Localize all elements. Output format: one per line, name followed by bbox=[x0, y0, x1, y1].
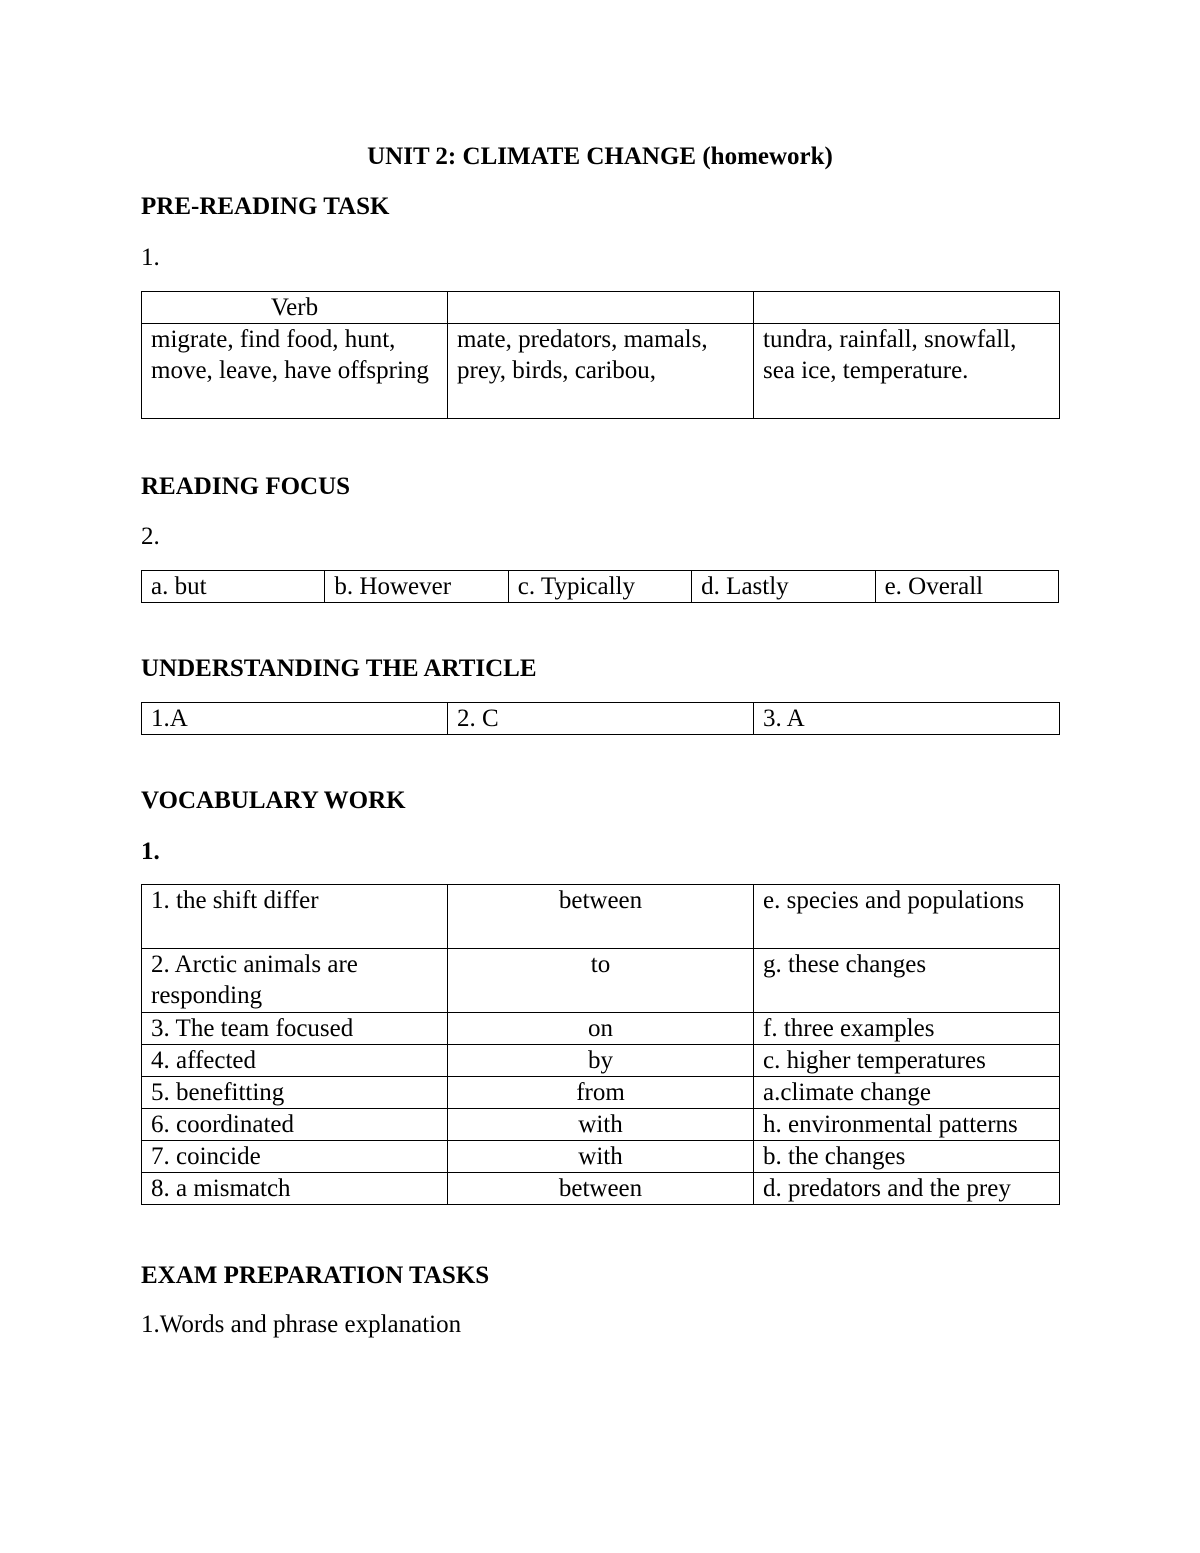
table-cell: to bbox=[448, 949, 754, 1013]
table-row bbox=[142, 1173, 1060, 1205]
exam-item: 1.Words and phrase explanation bbox=[141, 1311, 462, 1338]
table-cell: 3. The team focused bbox=[142, 1013, 448, 1045]
table-cell: c. higher temperatures bbox=[754, 1045, 1060, 1077]
table-cell: 1. the shift differ bbox=[142, 885, 448, 949]
pre-reading-table bbox=[141, 291, 1060, 419]
table-cell: g. these changes bbox=[754, 949, 1060, 1013]
table-cell: d. Lastly bbox=[692, 571, 875, 603]
table-cell: with bbox=[448, 1109, 754, 1141]
table-cell: a. but bbox=[142, 571, 325, 603]
reading-focus-number: 2. bbox=[141, 523, 160, 550]
table-header-cell bbox=[754, 292, 1060, 324]
table-cell: between bbox=[448, 885, 754, 949]
table-cell: 2. Arctic animals are responding bbox=[142, 949, 448, 1013]
understanding-heading: UNDERSTANDING THE ARTICLE bbox=[141, 655, 537, 682]
table-header-cell: Verb bbox=[142, 292, 448, 324]
table-row bbox=[142, 703, 1060, 735]
table-cell: 4. affected bbox=[142, 1045, 448, 1077]
understanding-table bbox=[141, 702, 1060, 735]
exam-heading: EXAM PREPARATION TASKS bbox=[141, 1262, 490, 1289]
table-cell: h. environmental patterns bbox=[754, 1109, 1060, 1141]
pre-reading-number: 1. bbox=[141, 244, 160, 271]
table-cell: b. the changes bbox=[754, 1141, 1060, 1173]
table-row bbox=[142, 1077, 1060, 1109]
reading-focus-heading: READING FOCUS bbox=[141, 473, 351, 500]
reading-focus-table bbox=[141, 570, 1059, 603]
table-row bbox=[142, 324, 1060, 419]
page-title: UNIT 2: CLIMATE CHANGE (homework) bbox=[367, 143, 833, 170]
table-header-row bbox=[142, 292, 1060, 324]
table-cell: 1.A bbox=[142, 703, 448, 735]
table-row bbox=[142, 1045, 1060, 1077]
pre-reading-heading: PRE-READING TASK bbox=[141, 193, 390, 220]
table-row bbox=[142, 571, 1059, 603]
table-cell: 3. A bbox=[754, 703, 1060, 735]
table-row bbox=[142, 1013, 1060, 1045]
table-row bbox=[142, 885, 1060, 949]
table-cell: 5. benefitting bbox=[142, 1077, 448, 1109]
table-cell: 6. coordinated bbox=[142, 1109, 448, 1141]
vocabulary-heading: VOCABULARY WORK bbox=[141, 787, 406, 814]
table-cell: e. Overall bbox=[875, 571, 1058, 603]
table-cell: from bbox=[448, 1077, 754, 1109]
table-cell: e. species and populations bbox=[754, 885, 1060, 949]
table-cell: c. Typically bbox=[508, 571, 691, 603]
table-cell: migrate, find food, hunt, move, leave, have offspring bbox=[142, 324, 448, 419]
table-cell: by bbox=[448, 1045, 754, 1077]
table-cell: d. predators and the prey bbox=[754, 1173, 1060, 1205]
table-row bbox=[142, 949, 1060, 1013]
table-cell: 8. a mismatch bbox=[142, 1173, 448, 1205]
table-cell: tundra, rainfall, snowfall, sea ice, temperature. bbox=[754, 324, 1060, 419]
table-row bbox=[142, 1109, 1060, 1141]
table-cell: b. However bbox=[325, 571, 508, 603]
table-cell: with bbox=[448, 1141, 754, 1173]
table-cell: on bbox=[448, 1013, 754, 1045]
table-cell: 2. C bbox=[448, 703, 754, 735]
table-cell: mate, predators, mamals, prey, birds, caribou, bbox=[448, 324, 754, 419]
table-row bbox=[142, 1141, 1060, 1173]
table-cell: 7. coincide bbox=[142, 1141, 448, 1173]
table-header-cell bbox=[448, 292, 754, 324]
table-cell: f. three examples bbox=[754, 1013, 1060, 1045]
vocabulary-number: 1. bbox=[141, 838, 160, 865]
table-cell: a.climate change bbox=[754, 1077, 1060, 1109]
table-cell: between bbox=[448, 1173, 754, 1205]
vocabulary-table bbox=[141, 884, 1060, 1205]
